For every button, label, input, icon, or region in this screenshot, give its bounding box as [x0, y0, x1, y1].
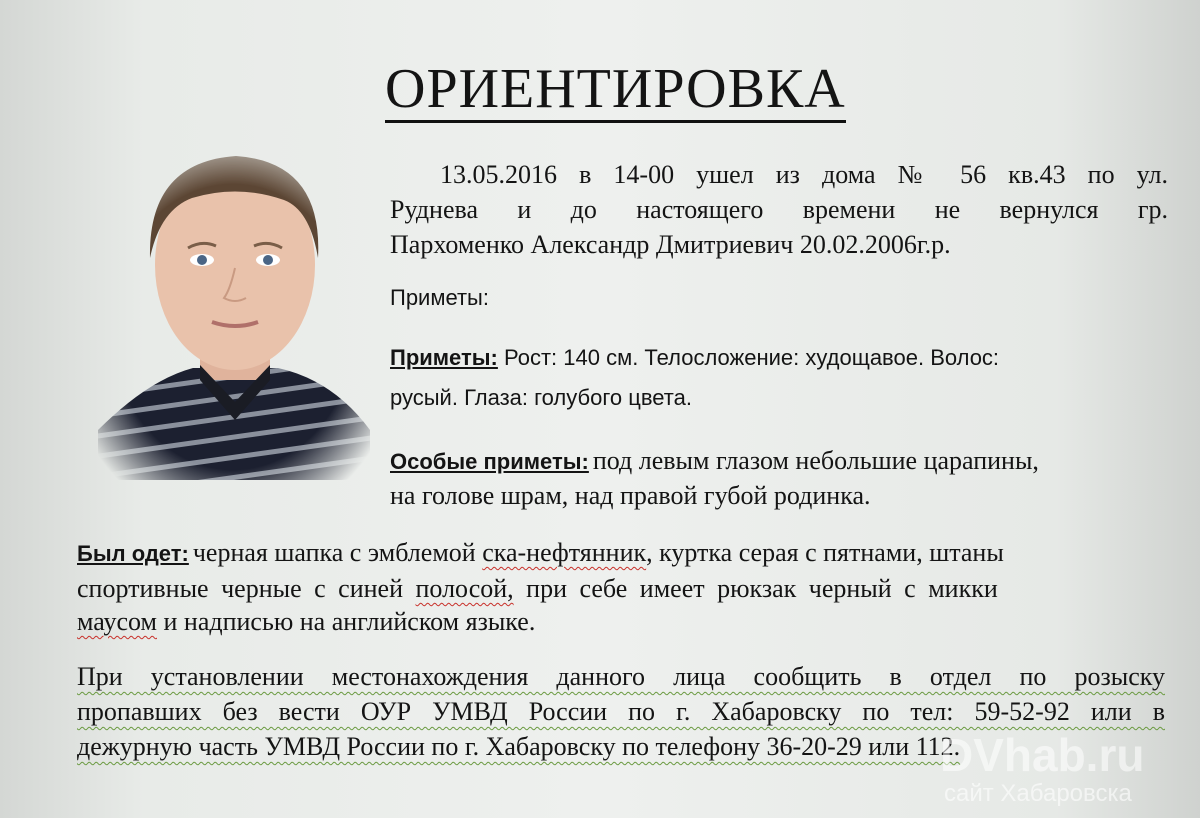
- clothes-text-2b: полосой,: [415, 574, 514, 603]
- clothes-line-1: [77, 538, 1004, 568]
- clothes-text-3a: маусом: [77, 607, 157, 636]
- watermark-brand: DVhab.ru: [940, 729, 1145, 781]
- boy-photo: [88, 140, 378, 480]
- intro-line-3: Пархоменко Александр Дмитриевич 20.02.2006г.р.: [390, 230, 951, 259]
- special-line-2: на голове шрам, над правой губой родинка.: [390, 481, 871, 510]
- page-title: ОРИЕНТИРОВКА: [385, 58, 846, 123]
- clothes-line-2: [77, 574, 998, 604]
- clothes-text-1a: черная шапка с эмблемой: [192, 538, 483, 567]
- special-label: Особые приметы:: [390, 449, 589, 474]
- special-text-1: под левым глазом небольшие царапины,: [592, 446, 1039, 475]
- signs-line-2: русый. Глаза: голубого цвета.: [390, 385, 692, 410]
- clothes-text-1c: , куртка серая с пятнами, штаны: [646, 538, 1004, 567]
- clothes-line-3: [77, 607, 535, 637]
- notice-line-1: При установлении местонахождения данного лица сообщить в отдел по розыску: [77, 662, 1165, 691]
- special-line-1: [390, 446, 1039, 476]
- clothes-text-1b: ска-нефтянник: [482, 538, 647, 567]
- notice-line-3: дежурную часть УМВД России по г. Хабаровску по телефону 36-20-29 или 112.: [77, 732, 961, 761]
- clothes-label: Был одет:: [77, 541, 189, 566]
- signs-label: Приметы:: [390, 345, 498, 370]
- intro-line-2: Руднева и до настоящего времени не вернулся гр.: [390, 195, 1168, 224]
- clothes-text-2a: спортивные черные с синей: [77, 574, 416, 603]
- notice-line-2: пропавших без вести ОУР УМВД России по г. Хабаровску по тел: 59-52-92 или в: [77, 697, 1165, 726]
- signs-text-1: Рост: 140 см. Телосложение: худощавое. Волос:: [504, 345, 1000, 370]
- watermark-caption: сайт Хабаровска: [944, 780, 1132, 807]
- intro-line-1: 13.05.2016 в 14-00 ушел из дома № 56 кв.43 по ул.: [440, 160, 1168, 189]
- signs-heading: Приметы:: [390, 285, 489, 310]
- clothes-text-3b: и надписью на английском языке.: [157, 607, 536, 636]
- signs-line-1: [390, 345, 999, 371]
- clothes-text-2c: при себе имеет рюкзак черный с микки: [513, 574, 998, 603]
